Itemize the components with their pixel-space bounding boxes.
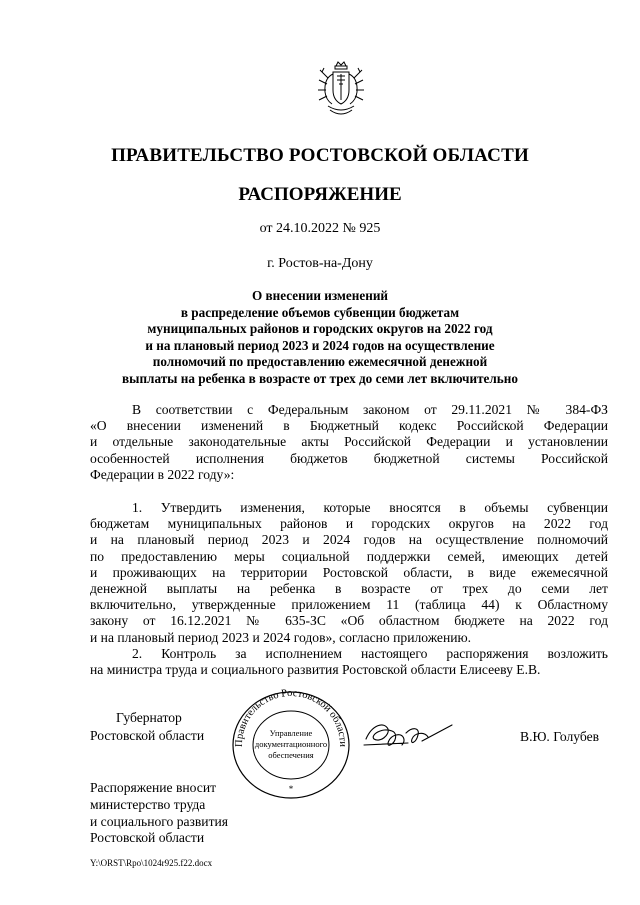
seal-outer-text: Правительство Ростовской области <box>233 688 349 748</box>
paragraph-line: 2. Контроль за исполнением настоящего распоряжения возложить <box>132 646 608 661</box>
seal-star-icon: * <box>288 784 294 794</box>
seal-inner-line: Управление <box>269 728 313 738</box>
paragraph-line: и на плановый период 2023 и 2024 годов», согласно приложению. <box>90 629 472 645</box>
paragraph-line: Федерации в 2022 году»: <box>90 466 235 482</box>
seal-inner-line: обеспечения <box>268 750 314 760</box>
item-2-paragraph <box>90 646 608 678</box>
paragraph-line: В соответствии с Федеральным законом от 29.11.2021 № 384-ФЗ <box>132 402 608 417</box>
paragraph-line: закону от 16.12.2021 № 635-ЗС «Об областном бюджете на 2022 год <box>90 613 608 629</box>
paragraph-line: на министра труда и социального развития Ростовской области Елисееву Е.В. <box>90 662 541 678</box>
submitter-line: Распоряжение вносит <box>90 780 217 795</box>
handwritten-signature <box>362 715 454 753</box>
document-subject <box>90 288 550 388</box>
paragraph-line: особенностей исполнения бюджетов бюджетной системы Российской <box>90 450 608 466</box>
coat-of-arms-emblem <box>316 60 366 120</box>
government-title: ПРАВИТЕЛЬСТВО РОСТОВСКОЙ ОБЛАСТИ <box>111 145 529 166</box>
signer-name: В.Ю. Голубев <box>520 729 600 744</box>
preamble-paragraph <box>90 402 608 483</box>
paragraph-line: по предоставлению меры социальной поддержки семей, имеющих детей <box>90 548 608 564</box>
subject-line: полномочий по предоставлению ежемесячной денежной <box>152 354 488 370</box>
seal-inner-line: документационного <box>254 739 328 749</box>
paragraph-line: и проживающих на территории Ростовской области, в виде ежемесячной <box>90 564 608 580</box>
governor-position <box>90 709 204 745</box>
file-path-footer: Y:\ORST\Rpo\1024r925.f22.docx <box>90 858 213 868</box>
paragraph-line: и отдельные законодательные акты Российской Федерации и установлении <box>90 434 608 450</box>
submitter-line: и социального развития <box>90 813 229 829</box>
subject-line: выплаты на ребенка в возрасте от трех до семи лет включительно <box>122 370 518 386</box>
paragraph-line: бюджетам муниципальных районов и городских округов на 2022 год <box>90 516 608 532</box>
paragraph-line: «О внесении изменений в Бюджетный кодекс Российской Федерации <box>90 418 608 434</box>
submitter-line: министерство труда <box>90 796 206 812</box>
document-city: г. Ростов-на-Дону <box>267 256 373 271</box>
paragraph-line: денежной выплаты на ребенка в возрасте от трех до семи лет <box>90 581 608 597</box>
subject-line: муниципальных районов и городских округов на 2022 год <box>147 321 493 337</box>
submitter-line: Ростовской области <box>90 830 205 846</box>
subject-line: О внесении изменений <box>251 288 389 303</box>
item-1-paragraph <box>90 500 608 646</box>
position-line: Ростовской области <box>90 728 205 743</box>
submitter-block <box>90 780 228 847</box>
paragraph-line: 1. Утвердить изменения, которые вносятся в объемы субвенции <box>132 500 608 515</box>
position-line: Губернатор <box>116 710 182 725</box>
document-date-number: от 24.10.2022 № 925 <box>259 221 381 236</box>
subject-line: и на плановый период 2023 и 2024 годов на осуществление <box>145 337 495 353</box>
subject-line: в распределение объемов субвенции бюджетам <box>180 304 460 320</box>
paragraph-line: и на плановый период 2023 и 2024 годов на осуществление полномочий <box>90 532 608 548</box>
official-seal <box>228 688 354 802</box>
paragraph-line: включительно, утвержденные приложением 11 (таблица 44) к Областному <box>90 597 608 613</box>
document-type: РАСПОРЯЖЕНИЕ <box>238 184 402 205</box>
